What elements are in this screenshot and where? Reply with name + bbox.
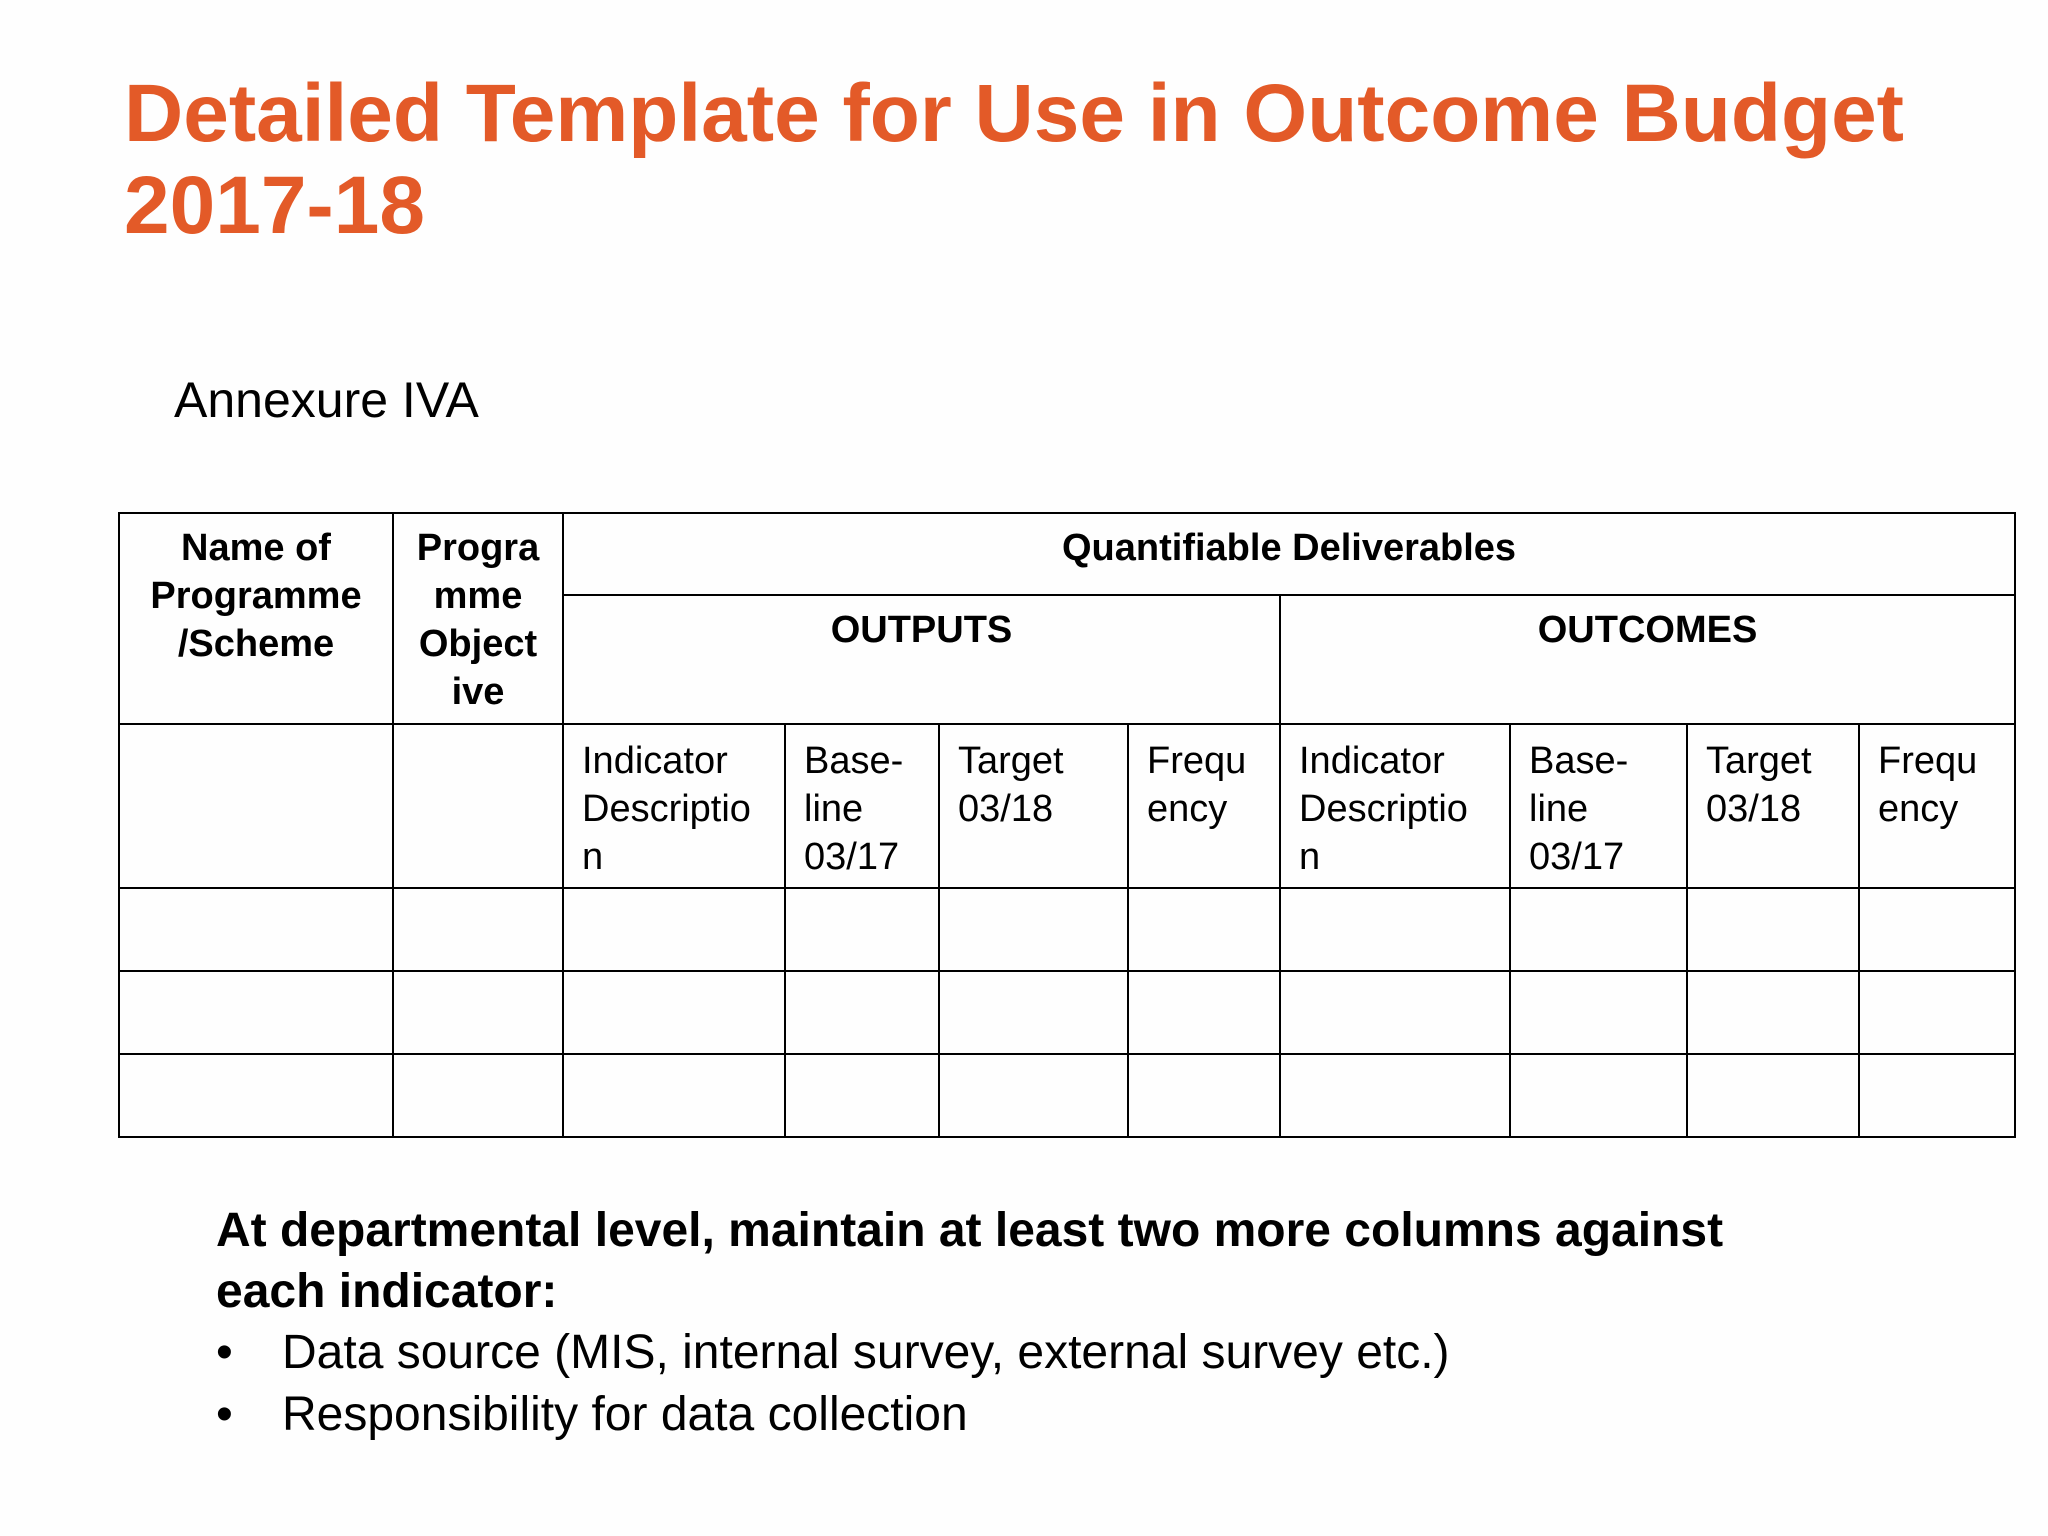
table-row — [119, 971, 2015, 1054]
table-cell — [1280, 971, 1510, 1054]
header-line: Object — [418, 623, 538, 665]
empty-cell — [393, 724, 563, 888]
table-cell — [119, 971, 393, 1054]
table-cell — [1280, 1054, 1510, 1137]
outcome-budget-template-table — [118, 512, 2016, 1138]
table-cell — [1859, 971, 2015, 1054]
note-heading-line-2: each indicator: — [216, 1265, 558, 1318]
table-cell — [1687, 1054, 1859, 1137]
table-cell — [1280, 888, 1510, 971]
subheader-row — [119, 724, 2015, 888]
bullet-icon: • — [216, 1388, 233, 1441]
subheader-line: Base- — [804, 740, 904, 782]
list-item-text: Data source (MIS, internal survey, external survey etc.) — [282, 1326, 1450, 1379]
table-cell — [1510, 1054, 1687, 1137]
slide-title-line-1: Detailed Template for Use in Outcome Budget — [124, 68, 1904, 159]
table-row — [119, 1054, 2015, 1137]
table-cell — [119, 1054, 393, 1137]
subheader-line: line — [1529, 788, 1589, 830]
subheader-line: Frequ — [1147, 740, 1247, 782]
table-cell — [939, 888, 1128, 971]
outputs-indicator-description-header — [563, 724, 785, 888]
table-cell — [1128, 888, 1280, 971]
table-cell — [393, 888, 563, 971]
header-line: /Scheme — [177, 623, 335, 665]
subheader-line: 03/18 — [958, 788, 1054, 830]
slide-title — [124, 68, 1944, 252]
outcomes-baseline-header — [1510, 724, 1687, 888]
table-cell — [563, 1054, 785, 1137]
list-item-text: Responsibility for data collection — [282, 1388, 968, 1441]
bullet-icon: • — [216, 1326, 233, 1379]
header-line: Progra — [416, 527, 540, 569]
subheader-line: Indicator — [1299, 740, 1445, 782]
header-line: Name of — [181, 527, 331, 569]
empty-cell — [119, 724, 393, 888]
list-item — [216, 1384, 1996, 1446]
table-cell — [1128, 1054, 1280, 1137]
table-cell — [1510, 888, 1687, 971]
subheader-line: n — [1299, 836, 1321, 878]
slide-title-line-2: 2017-18 — [124, 160, 425, 251]
note-heading — [216, 1200, 1996, 1322]
table-cell — [785, 888, 939, 971]
departmental-note — [216, 1200, 1996, 1446]
table-cell — [939, 971, 1128, 1054]
outcomes-frequency-header — [1859, 724, 2015, 888]
table-cell — [1859, 888, 2015, 971]
outputs-baseline-header — [785, 724, 939, 888]
table-cell — [1128, 971, 1280, 1054]
header-line: Programme — [150, 575, 362, 617]
header-line: ive — [451, 671, 505, 713]
table-cell — [785, 971, 939, 1054]
table-cell — [393, 971, 563, 1054]
subheader-line: Indicator — [582, 740, 728, 782]
subheader-line: Target — [1706, 740, 1812, 782]
outcomes-indicator-description-header — [1280, 724, 1510, 888]
table-cell — [563, 971, 785, 1054]
table-cell — [1859, 1054, 2015, 1137]
table-cell — [1510, 971, 1687, 1054]
subheader-line: Descriptio — [1299, 788, 1468, 830]
outcomes-target-header — [1687, 724, 1859, 888]
table-cell — [393, 1054, 563, 1137]
header-line: mme — [433, 575, 523, 617]
programme-objective-header — [393, 513, 563, 724]
subheader-line: n — [582, 836, 604, 878]
subheader-line: Descriptio — [582, 788, 751, 830]
table-cell — [939, 1054, 1128, 1137]
table-cell — [119, 888, 393, 971]
subheader-line: Target — [958, 740, 1064, 782]
table-row — [119, 888, 2015, 971]
quantifiable-deliverables-header: Quantifiable Deliverables — [563, 513, 2015, 595]
header-row-1 — [119, 513, 2015, 595]
subheader-line: 03/18 — [1706, 788, 1802, 830]
programme-scheme-header — [119, 513, 393, 724]
note-bullet-list — [216, 1322, 1996, 1446]
subheader-line: ency — [1147, 788, 1228, 830]
subheader-line: line — [804, 788, 864, 830]
table-cell — [785, 1054, 939, 1137]
subheader-line: 03/17 — [804, 836, 900, 878]
subheader-line: ency — [1878, 788, 1959, 830]
outputs-frequency-header — [1128, 724, 1280, 888]
table-cell — [563, 888, 785, 971]
table-cell — [1687, 971, 1859, 1054]
subheader-line: Base- — [1529, 740, 1629, 782]
outcomes-header: OUTCOMES — [1280, 595, 2015, 724]
outputs-header: OUTPUTS — [563, 595, 1280, 724]
outputs-target-header — [939, 724, 1128, 888]
annexure-label: Annexure IVA — [174, 372, 479, 428]
subheader-line: Frequ — [1878, 740, 1978, 782]
note-heading-line-1: At departmental level, maintain at least two more columns against — [216, 1204, 1724, 1257]
list-item — [216, 1322, 1996, 1384]
table-cell — [1687, 888, 1859, 971]
subheader-line: 03/17 — [1529, 836, 1625, 878]
